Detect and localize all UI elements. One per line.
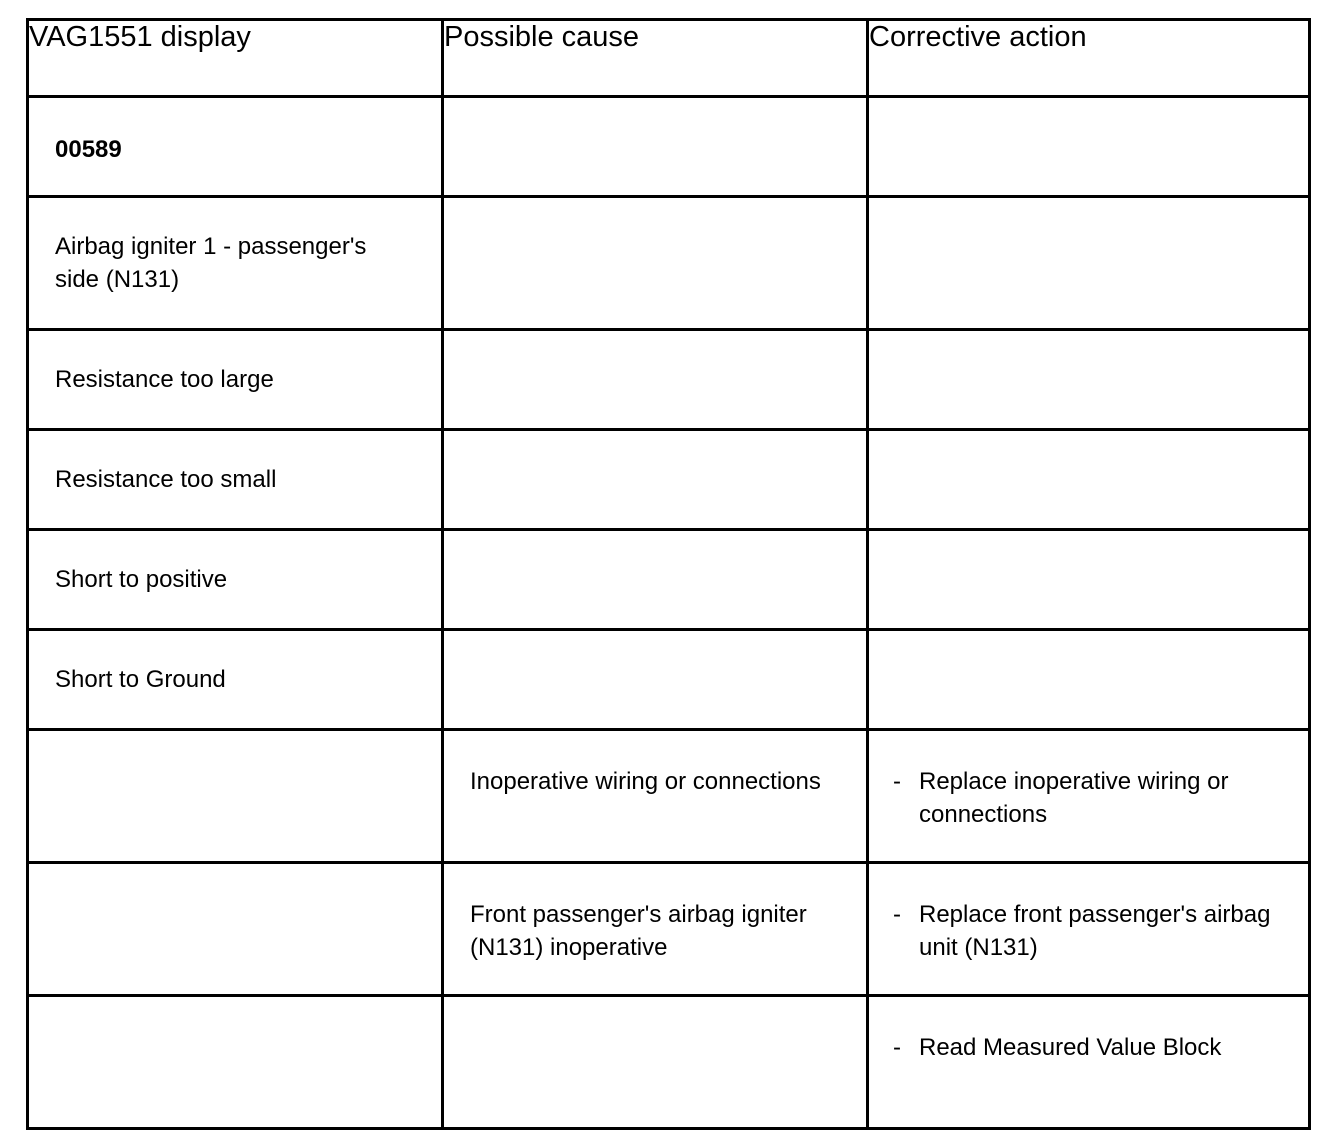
display-cell (28, 330, 443, 430)
corrective-action-item (869, 997, 1308, 1064)
fault-diagnosis-table (26, 18, 1311, 1130)
cause-cell (443, 430, 868, 530)
table-row (28, 863, 1310, 996)
possible-cause-text (444, 997, 866, 1031)
cause-cell (443, 630, 868, 730)
corrective-action-text: Replace inoperative wiring or connections (919, 768, 1229, 828)
display-cell (28, 863, 443, 996)
display-cell (28, 630, 443, 730)
action-cell (868, 97, 1310, 197)
corrective-action-item (869, 731, 1308, 831)
table-row (28, 730, 1310, 863)
cause-cell (443, 330, 868, 430)
cause-cell (443, 97, 868, 197)
cause-cell (443, 197, 868, 330)
table-row (28, 430, 1310, 530)
action-cell (868, 197, 1310, 330)
table-row (28, 996, 1310, 1129)
action-cell (868, 330, 1310, 430)
cause-cell (443, 730, 868, 863)
fault-code: 00589 (55, 136, 122, 163)
fault-condition: Resistance too small (55, 466, 277, 493)
table-row (28, 630, 1310, 730)
fault-component: Airbag igniter 1 - passenger's side (N131) (55, 233, 367, 293)
cause-cell (443, 863, 868, 996)
action-cell (868, 863, 1310, 996)
table-row (28, 197, 1310, 330)
table-row (28, 530, 1310, 630)
table-row (28, 97, 1310, 197)
display-cell (28, 996, 443, 1129)
header-corrective-action: Corrective action (868, 20, 1310, 97)
action-cell (868, 430, 1310, 530)
header-row (28, 20, 1310, 97)
display-cell (28, 97, 443, 197)
display-cell (28, 197, 443, 330)
possible-cause-text: Front passenger's airbag igniter (N131) inoperative (470, 901, 807, 961)
corrective-action-text: Read Measured Value Block (919, 1034, 1222, 1061)
possible-cause-text: Inoperative wiring or connections (470, 768, 821, 795)
dash-bullet: - (893, 768, 901, 795)
fault-condition: Short to Ground (55, 666, 226, 693)
dash-bullet: - (893, 1034, 901, 1061)
table-row (28, 330, 1310, 430)
corrective-action-item (869, 864, 1308, 964)
display-cell (28, 430, 443, 530)
fault-condition: Resistance too large (55, 366, 274, 393)
action-cell (868, 530, 1310, 630)
cause-cell (443, 530, 868, 630)
header-possible-cause: Possible cause (443, 20, 868, 97)
action-cell (868, 996, 1310, 1129)
display-cell (28, 530, 443, 630)
action-cell (868, 630, 1310, 730)
corrective-action-text: Replace front passenger's airbag unit (N131) (919, 901, 1271, 961)
display-cell (28, 730, 443, 863)
fault-condition: Short to positive (55, 566, 228, 593)
action-cell (868, 730, 1310, 863)
dash-bullet: - (893, 901, 901, 928)
cause-cell (443, 996, 868, 1129)
header-display: VAG1551 display (28, 20, 443, 97)
